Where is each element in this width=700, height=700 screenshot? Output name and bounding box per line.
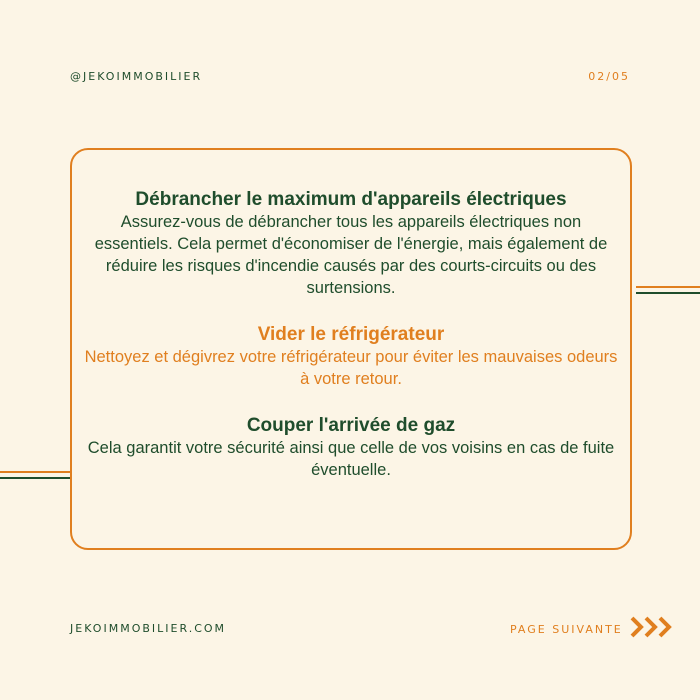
section-unplug — [72, 188, 630, 299]
section-fridge — [72, 323, 630, 390]
section-text: Nettoyez et dégivrez votre réfrigérateur pour éviter les mauvaises odeurs à votre retour. — [84, 348, 618, 388]
social-handle: @JEKOIMMOBILIER — [70, 70, 203, 83]
decorative-line-green-left — [0, 477, 70, 479]
next-page-button[interactable] — [510, 614, 677, 645]
section-title: Vider le réfrigérateur — [257, 324, 445, 345]
content-card — [70, 148, 632, 550]
page-number: 02/05 — [588, 70, 630, 83]
decorative-line-green-right — [636, 292, 700, 294]
section-title: Couper l'arrivée de gaz — [246, 415, 456, 436]
section-text: Assurez-vous de débrancher tous les appareils électriques non essentiels. Cela permet d'économiser de l'énergie, mais également de réduire les risques d'incendie causés par des courts-circuits ou des surtensions. — [94, 213, 608, 297]
section-gas — [72, 414, 630, 481]
triple-chevron-right-icon — [629, 614, 677, 645]
section-title: Débrancher le maximum d'appareils électriques — [135, 189, 567, 210]
decorative-line-orange-right — [636, 286, 700, 288]
website-link[interactable]: JEKOIMMOBILIER.COM — [70, 622, 227, 635]
section-text: Cela garantit votre sécurité ainsi que celle de vos voisins en cas de fuite éventuelle. — [87, 439, 615, 479]
next-page-label: PAGE SUIVANTE — [510, 623, 623, 636]
decorative-line-orange-left — [0, 471, 70, 473]
